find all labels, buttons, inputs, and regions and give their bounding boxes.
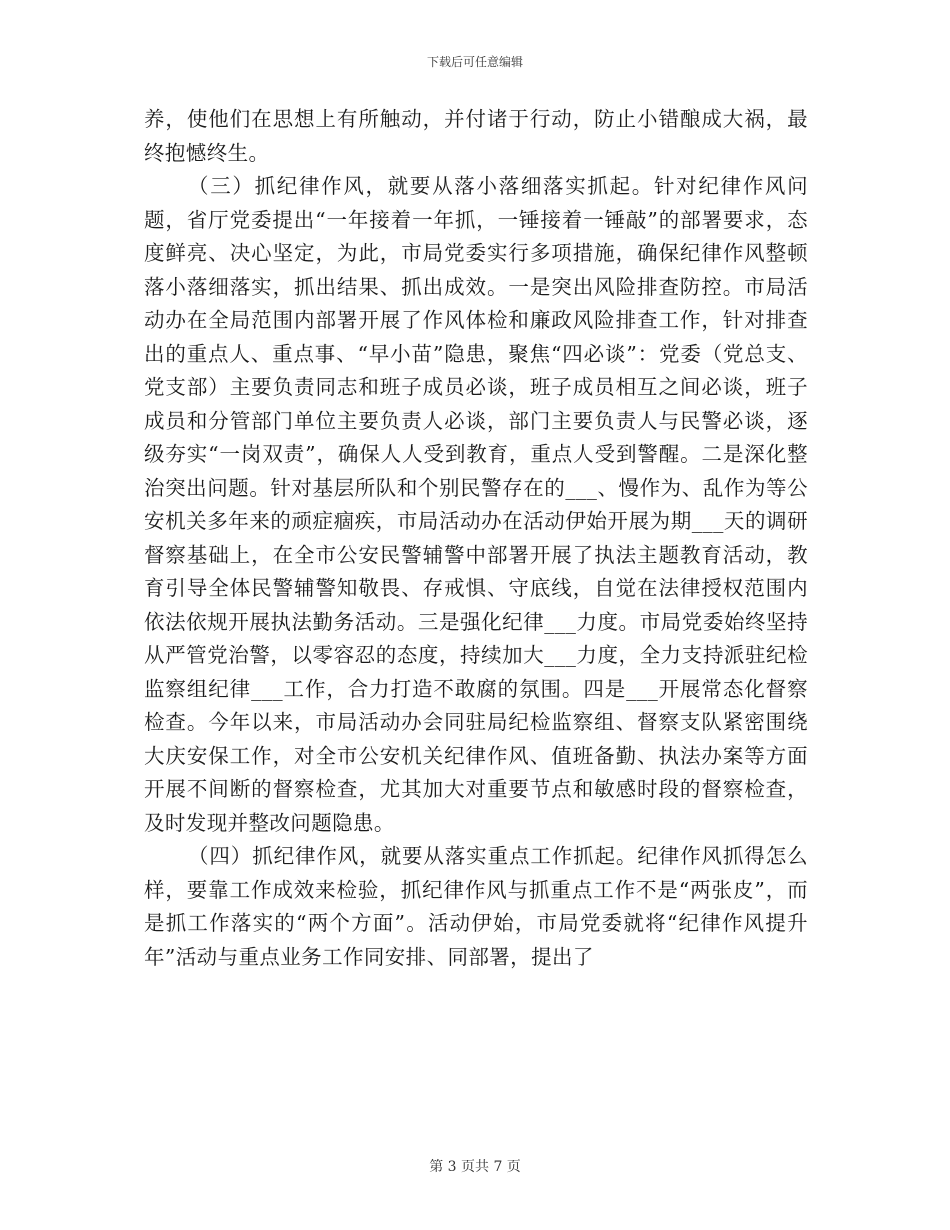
page-footer: 第 3 页共 7 页: [429, 1159, 521, 1175]
paragraph-section-4: （四）抓纪律作风，就要从落实重点工作抓起。纪律作风抓得怎么样，要靠工作成效来检验，抓纪律作风与抓重点工作不是“两张皮”，而是抓工作落实的“两个方面”。活动伊始，市局党委就将“纪律作风提升年”活动与重点业务工作同安排、同部署，提出了: [144, 844, 808, 969]
paragraph-continuation: 养，使他们在思想上有所触动，并付诸于行动，防止小错酿成大祸，最终抱憾终生。: [144, 107, 808, 165]
document-body: [144, 103, 808, 974]
page-header: 下载后可任意编辑: [426, 55, 523, 69]
paragraph-section-3: （三）抓纪律作风，就要从落小落细落实抓起。针对纪律作风问题，省厅党委提出“一年接着一年抓，一锤接着一锤敲”的部署要求，态度鲜亮、决心坚定，为此，市局党委实行多项措施，确保纪律作风整顿落小落细落实，抓出结果、抓出成效。一是突出风险排查防控。市局活动办在全局范围内部署开展了作风体检和廉政风险排查工作，针对排查出的重点人、重点事、“早小苗”隐患，聚焦“四必谈”：党委（党总支、党支部）主要负责同志和班子成员必谈，班子成员相互之间必谈，班子成员和分管部门单位主要负责人必谈，部门主要负责人与民警必谈，逐级夯实“一岗双责”，确保人人受到教育，重点人受到警醒。二是深化整治突出问题。针对基层所队和个别民警存在的___、慢作为、乱作为等公安机关多年来的顽症痼疾，市局活动办在活动伊始开展为期___天的调研督察基础上，在全市公安民警辅警中部署开展了执法主题教育活动，教育引导全体民警辅警知敬畏、存戒惧、守底线，自觉在法律授权范围内依法依规开展执法勤务活动。三是强化纪律___力度。市局党委始终坚持从严管党治警，以零容忍的态度，持续加大___力度，全力支持派驻纪检监察组纪律___工作，合力打造不敢腐的氛围。四是___开展常态化督察检查。今年以来，市局活动办会同驻局纪检监察组、督察支队紧密围绕大庆安保工作，对全市公安机关纪律作风、值班备勤、执法办案等方面开展不间断的督察检查，尤其加大对重要节点和敏感时段的督察检查，及时发现并整改问题隐患。: [144, 174, 808, 835]
